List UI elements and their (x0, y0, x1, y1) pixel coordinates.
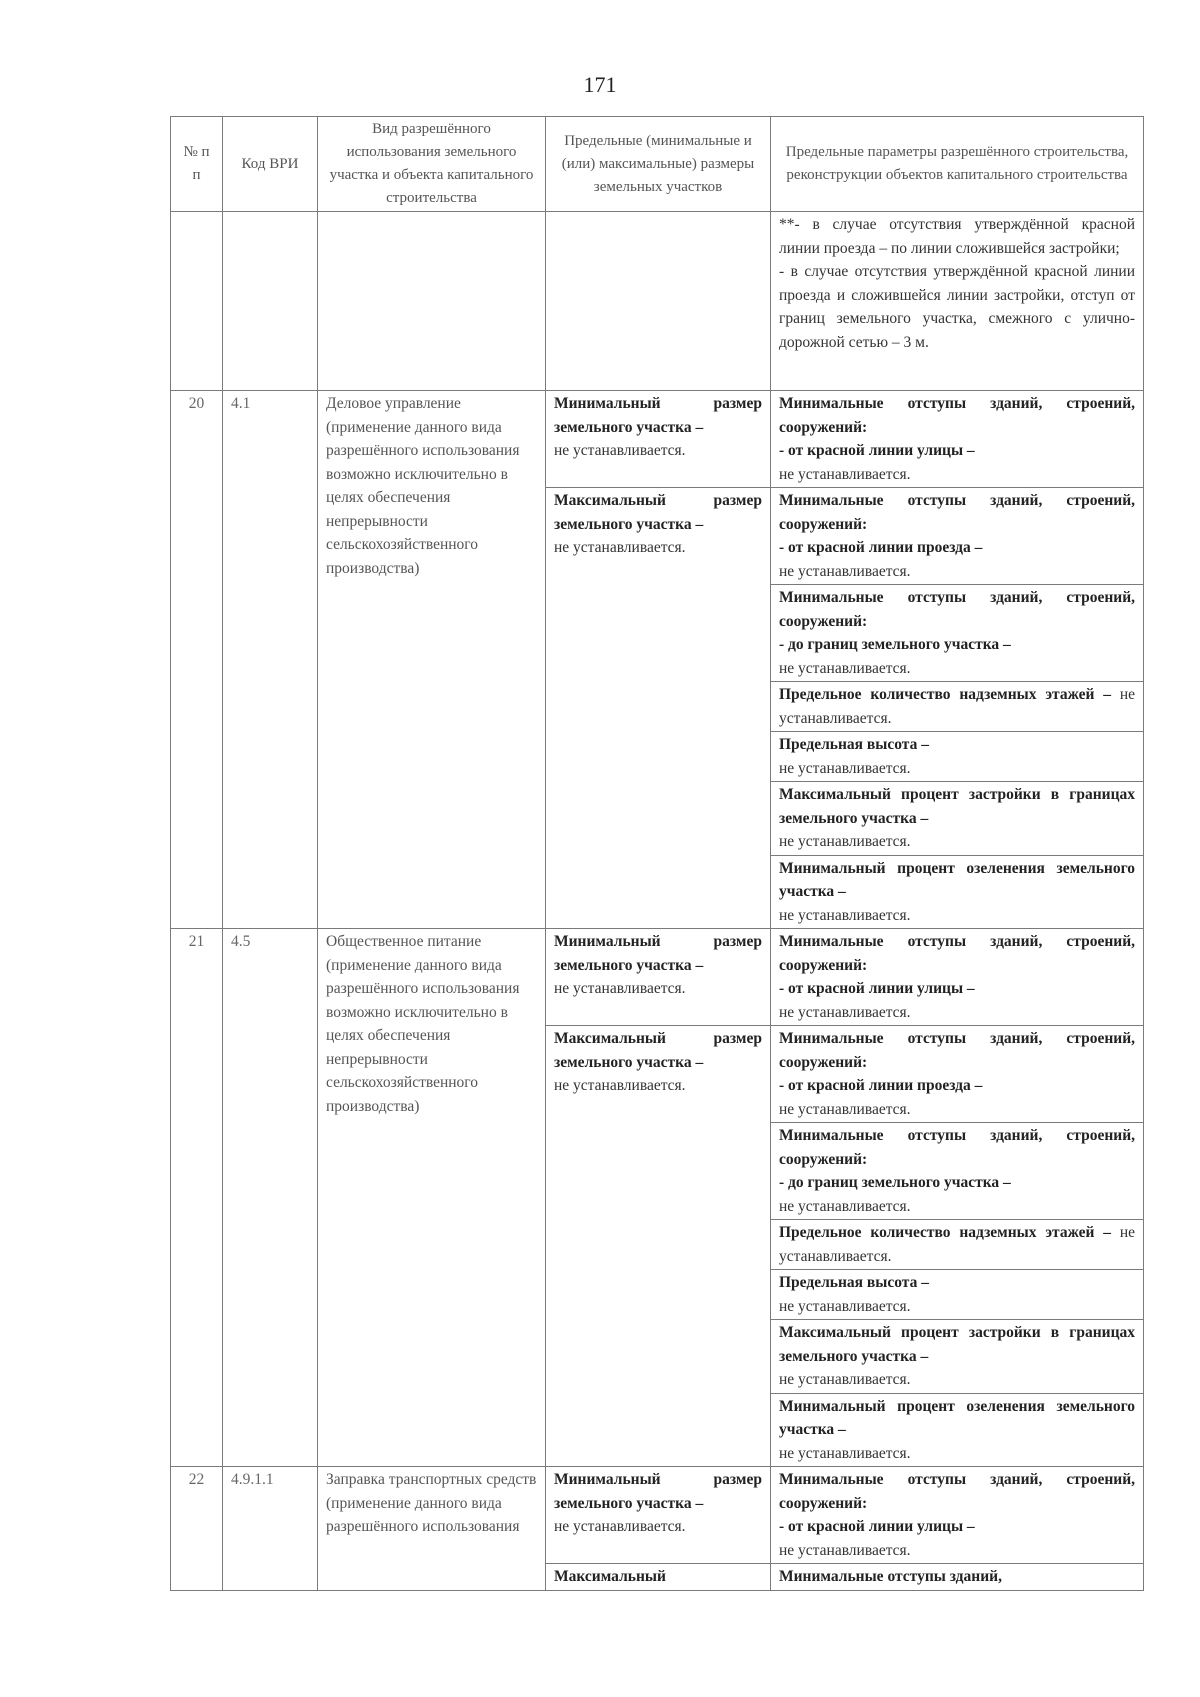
param-street-setback: Минимальные отступы зданий, строений, сооружений: - от красной линии улицы – не устанавливается. (771, 1467, 1144, 1564)
max-plot-size: Максимальный (546, 1564, 771, 1591)
table-row (171, 1467, 1144, 1564)
param-drive-setback: Минимальные отступы зданий, строений, сооружений: - от красной линии проезда – не устанавливается. (771, 1026, 1144, 1123)
row-code: 4.1 (223, 391, 318, 929)
header-use-type: Вид разрешённого использования земельного участка и объекта капитального строительства (318, 117, 546, 212)
param-street-setback: Минимальные отступы зданий, строений, сооружений: - от красной линии улицы – не устанавливается. (771, 391, 1144, 488)
max-plot-size: Максимальный размер земельного участка – не устанавливается. (546, 488, 771, 929)
table-row (171, 391, 1144, 488)
row-number: 21 (171, 929, 223, 1467)
param-green-percent: Минимальный процент озеленения земельного участка – не устанавливается. (771, 855, 1144, 929)
row-use-type: Общественное питание (применение данного вида разрешённого использования возможно исключительно в целях обеспечения непрерывности сельскохозяйственного производства) (318, 929, 546, 1467)
param-height: Предельная высота – не устанавливается. (771, 732, 1144, 782)
page-number: 171 (583, 72, 617, 97)
row-code: 4.9.1.1 (223, 1467, 318, 1591)
table-row (171, 212, 1144, 391)
header-number: № п п (171, 117, 223, 212)
param-border-setback: Минимальные отступы зданий, строений, сооружений: - до границ земельного участка – не устанавливается. (771, 1123, 1144, 1220)
table-header-row (171, 117, 1144, 212)
param-floors: Предельное количество надземных этажей – не устанавливается. (771, 1220, 1144, 1270)
min-plot-size: Минимальный размер земельного участка – не устанавливается. (546, 391, 771, 488)
header-code: Код ВРИ (223, 117, 318, 212)
header-build-params: Предельные параметры разрешённого строительства, реконструкции объектов капитального строительства (771, 117, 1144, 212)
row-code: 4.5 (223, 929, 318, 1467)
land-use-table (170, 116, 1144, 1591)
min-plot-size: Минимальный размер земельного участка – не устанавливается. (546, 1467, 771, 1564)
continuation-text: **- в случае отсутствия утверждённой красной линии проезда – по линии сложившейся застройки; - в случае отсутствия утверждённой красной линии проезда и сложившейся линии застройки, отступ от границ земельного участка, смежного с улично-дорожной сетью – 3 м. (771, 212, 1144, 391)
table-row (171, 929, 1144, 1026)
param-drive-setback: Минимальные отступы зданий, (771, 1564, 1144, 1591)
param-green-percent: Минимальный процент озеленения земельного участка – не устанавливается. (771, 1393, 1144, 1467)
header-plot-size: Предельные (минимальные и (или) максимальные) размеры земельных участков (546, 117, 771, 212)
min-plot-size: Минимальный размер земельного участка – не устанавливается. (546, 929, 771, 1026)
param-floors: Предельное количество надземных этажей – не устанавливается. (771, 682, 1144, 732)
param-border-setback: Минимальные отступы зданий, строений, сооружений: - до границ земельного участка – не устанавливается. (771, 585, 1144, 682)
row-use-type: Заправка транспортных средств (применение данного вида разрешённого использования (318, 1467, 546, 1591)
param-build-percent: Максимальный процент застройки в границах земельного участка – не устанавливается. (771, 782, 1144, 856)
row-number: 22 (171, 1467, 223, 1591)
max-plot-size: Максимальный размер земельного участка – не устанавливается. (546, 1026, 771, 1467)
param-height: Предельная высота – не устанавливается. (771, 1270, 1144, 1320)
param-street-setback: Минимальные отступы зданий, строений, сооружений: - от красной линии улицы – не устанавливается. (771, 929, 1144, 1026)
row-use-type: Деловое управление (применение данного вида разрешённого использования возможно исключительно в целях обеспечения непрерывности сельскохозяйственного производства) (318, 391, 546, 929)
param-drive-setback: Минимальные отступы зданий, строений, сооружений: - от красной линии проезда – не устанавливается. (771, 488, 1144, 585)
row-number: 20 (171, 391, 223, 929)
param-build-percent: Максимальный процент застройки в границах земельного участка – не устанавливается. (771, 1320, 1144, 1394)
